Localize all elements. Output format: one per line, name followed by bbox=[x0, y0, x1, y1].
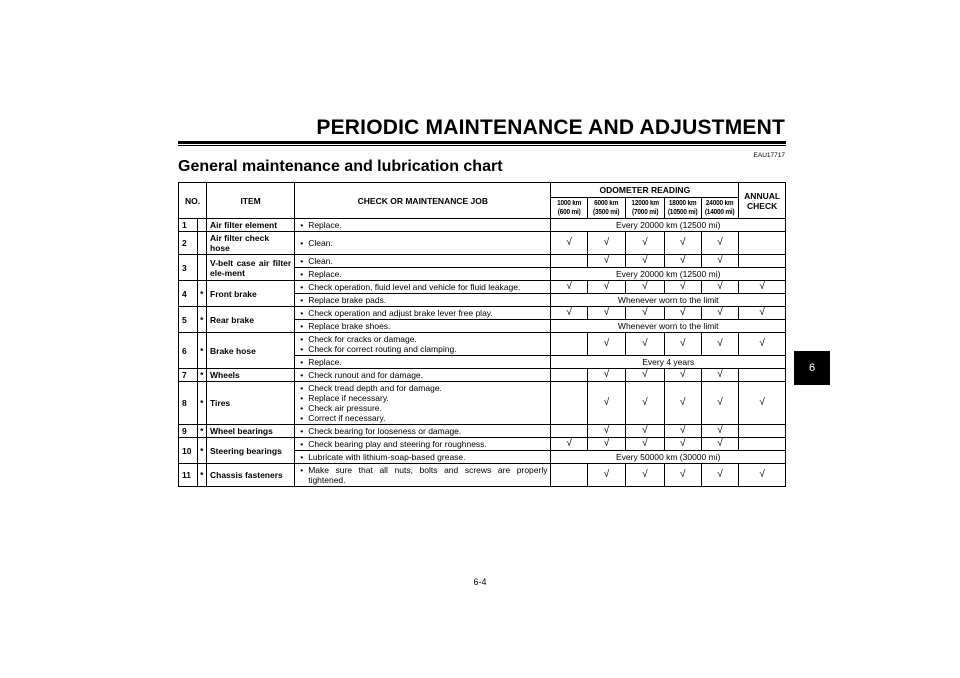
check-mark: √ bbox=[626, 464, 664, 487]
row-star bbox=[197, 232, 206, 255]
row-number: 7 bbox=[179, 369, 198, 382]
row-number: 11 bbox=[179, 464, 198, 487]
empty-cell bbox=[551, 255, 587, 268]
header-rule bbox=[178, 141, 786, 144]
row-interval: Every 20000 km (12500 mi) bbox=[551, 219, 786, 232]
check-mark: √ bbox=[626, 382, 664, 425]
table-row bbox=[179, 464, 786, 487]
row-item: Rear brake bbox=[207, 307, 295, 333]
row-star: * bbox=[197, 307, 206, 333]
row-number: 2 bbox=[179, 232, 198, 255]
row-number: 6 bbox=[179, 333, 198, 369]
check-mark: √ bbox=[587, 255, 625, 268]
check-mark: √ bbox=[701, 307, 738, 320]
table-row bbox=[179, 281, 786, 294]
check-mark: √ bbox=[701, 438, 738, 451]
row-number: 1 bbox=[179, 219, 198, 232]
table-row bbox=[179, 255, 786, 268]
row-job: • Check runout and for damage. bbox=[295, 369, 551, 382]
table-row bbox=[179, 219, 786, 232]
odometer-col: 6000 km (3500 mi) bbox=[589, 198, 624, 219]
check-mark: √ bbox=[587, 307, 625, 320]
check-mark: √ bbox=[626, 307, 664, 320]
row-interval: Whenever worn to the limit bbox=[551, 320, 786, 333]
check-mark: √ bbox=[587, 232, 625, 255]
odometer-col: 24000 km (14000 mi) bbox=[703, 198, 737, 219]
check-mark: √ bbox=[739, 281, 786, 294]
table-row bbox=[179, 382, 786, 425]
row-number: 10 bbox=[179, 438, 198, 464]
check-mark: √ bbox=[664, 281, 701, 294]
check-mark: √ bbox=[626, 255, 664, 268]
check-mark: √ bbox=[701, 382, 738, 425]
empty-cell bbox=[551, 382, 587, 425]
row-job: • Check operation and adjust brake lever free play. bbox=[295, 307, 551, 320]
table-header-row bbox=[179, 183, 786, 198]
row-job: • Clean. bbox=[295, 255, 551, 268]
check-mark: √ bbox=[626, 425, 664, 438]
check-mark: √ bbox=[701, 464, 738, 487]
row-job: • Check bearing for looseness or damage. bbox=[295, 425, 551, 438]
maintenance-chart bbox=[178, 182, 786, 487]
row-job: • Clean. bbox=[295, 232, 551, 255]
row-star: * bbox=[197, 369, 206, 382]
row-star: * bbox=[197, 281, 206, 307]
header-no: NO. bbox=[179, 183, 207, 219]
row-star: * bbox=[197, 464, 206, 487]
empty-cell bbox=[739, 369, 786, 382]
row-item: Front brake bbox=[207, 281, 295, 307]
row-job: • Replace. bbox=[295, 268, 551, 281]
header-item: ITEM bbox=[207, 183, 295, 219]
row-interval: Every 20000 km (12500 mi) bbox=[551, 268, 786, 281]
row-number: 8 bbox=[179, 382, 198, 425]
header-rule-thin bbox=[178, 145, 786, 146]
row-job: • Replace brake pads. bbox=[295, 294, 551, 307]
row-star bbox=[197, 219, 206, 232]
check-mark: √ bbox=[701, 255, 738, 268]
check-mark: √ bbox=[739, 464, 786, 487]
check-mark: √ bbox=[551, 307, 587, 320]
table-row bbox=[179, 232, 786, 255]
row-item: Tires bbox=[207, 382, 295, 425]
check-mark: √ bbox=[551, 438, 587, 451]
check-mark: √ bbox=[587, 281, 625, 294]
check-mark: √ bbox=[701, 425, 738, 438]
odometer-col: 1000 km (600 mi) bbox=[552, 198, 585, 219]
check-mark: √ bbox=[587, 438, 625, 451]
chapter-tab: 6 bbox=[794, 351, 830, 385]
header-annual-check: ANNUAL CHECK bbox=[739, 183, 786, 219]
row-number: 4 bbox=[179, 281, 198, 307]
check-mark: √ bbox=[587, 333, 625, 356]
check-mark: √ bbox=[587, 382, 625, 425]
row-job: • Check tread depth and for damage. • Replace if necessary. • Check air pressure. • Correct if necessary. bbox=[295, 382, 551, 425]
header-job: CHECK OR MAINTENANCE JOB bbox=[295, 183, 551, 219]
row-item: V-belt case air filter ele-ment bbox=[207, 255, 295, 281]
check-mark: √ bbox=[664, 307, 701, 320]
row-star: * bbox=[197, 382, 206, 425]
check-mark: √ bbox=[626, 333, 664, 356]
row-number: 9 bbox=[179, 425, 198, 438]
check-mark: √ bbox=[664, 232, 701, 255]
row-number: 3 bbox=[179, 255, 198, 281]
row-job: • Check bearing play and steering for roughness. bbox=[295, 438, 551, 451]
row-item: Air filter check hose bbox=[207, 232, 295, 255]
check-mark: √ bbox=[739, 333, 786, 356]
row-interval: Every 50000 km (30000 mi) bbox=[551, 451, 786, 464]
row-interval: Every 4 years bbox=[551, 356, 786, 369]
check-mark: √ bbox=[551, 232, 587, 255]
row-star: * bbox=[197, 333, 206, 369]
check-mark: √ bbox=[739, 382, 786, 425]
row-item: Wheels bbox=[207, 369, 295, 382]
check-mark: √ bbox=[664, 425, 701, 438]
table-row bbox=[179, 438, 786, 451]
row-item: Chassis fasteners bbox=[207, 464, 295, 487]
section-title: General maintenance and lubrication chart bbox=[178, 158, 503, 175]
check-mark: √ bbox=[551, 281, 587, 294]
check-mark: √ bbox=[664, 464, 701, 487]
row-number: 5 bbox=[179, 307, 198, 333]
check-mark: √ bbox=[626, 281, 664, 294]
row-star: * bbox=[197, 438, 206, 464]
check-mark: √ bbox=[739, 307, 786, 320]
row-star: * bbox=[197, 425, 206, 438]
check-mark: √ bbox=[664, 255, 701, 268]
empty-cell bbox=[551, 369, 587, 382]
odometer-col: 12000 km (7000 mi) bbox=[627, 198, 662, 219]
row-star bbox=[197, 255, 206, 281]
row-job: • Check for cracks or damage. • Check for correct routing and clamping. bbox=[295, 333, 551, 356]
table-row bbox=[179, 369, 786, 382]
check-mark: √ bbox=[664, 369, 701, 382]
empty-cell bbox=[739, 255, 786, 268]
row-job: • Check operation, fluid level and vehicle for fluid leakage. bbox=[295, 281, 551, 294]
row-item: Air filter element bbox=[207, 219, 295, 232]
row-interval: Whenever worn to the limit bbox=[551, 294, 786, 307]
row-job: • Replace brake shoes. bbox=[295, 320, 551, 333]
empty-cell bbox=[551, 425, 587, 438]
check-mark: √ bbox=[626, 438, 664, 451]
header-odometer: ODOMETER READING bbox=[551, 183, 739, 198]
row-item: Brake hose bbox=[207, 333, 295, 369]
check-mark: √ bbox=[701, 232, 738, 255]
row-item: Steering bearings bbox=[207, 438, 295, 464]
empty-cell bbox=[551, 464, 587, 487]
row-job: • Replace. bbox=[295, 356, 551, 369]
empty-cell bbox=[739, 232, 786, 255]
page-number: 6-4 bbox=[473, 577, 487, 587]
check-mark: √ bbox=[664, 382, 701, 425]
check-mark: √ bbox=[626, 369, 664, 382]
table-row bbox=[179, 425, 786, 438]
table-row bbox=[179, 333, 786, 356]
row-job: • Lubricate with lithium-soap-based grease. bbox=[295, 451, 551, 464]
row-job: • Make sure that all nuts, bolts and screws are properly tightened. bbox=[295, 464, 551, 487]
check-mark: √ bbox=[664, 333, 701, 356]
check-mark: √ bbox=[701, 333, 738, 356]
table-row bbox=[179, 307, 786, 320]
empty-cell bbox=[739, 425, 786, 438]
row-job: • Replace. bbox=[295, 219, 551, 232]
empty-cell bbox=[739, 438, 786, 451]
check-mark: √ bbox=[664, 438, 701, 451]
odometer-col: 18000 km (10500 mi) bbox=[666, 198, 700, 219]
check-mark: √ bbox=[701, 281, 738, 294]
check-mark: √ bbox=[587, 464, 625, 487]
page-header-title: PERIODIC MAINTENANCE AND ADJUSTMENT bbox=[316, 116, 785, 139]
row-item: Wheel bearings bbox=[207, 425, 295, 438]
check-mark: √ bbox=[701, 369, 738, 382]
check-mark: √ bbox=[587, 425, 625, 438]
check-mark: √ bbox=[626, 232, 664, 255]
empty-cell bbox=[551, 333, 587, 356]
check-mark: √ bbox=[587, 369, 625, 382]
document-code: EAU17717 bbox=[753, 152, 785, 159]
